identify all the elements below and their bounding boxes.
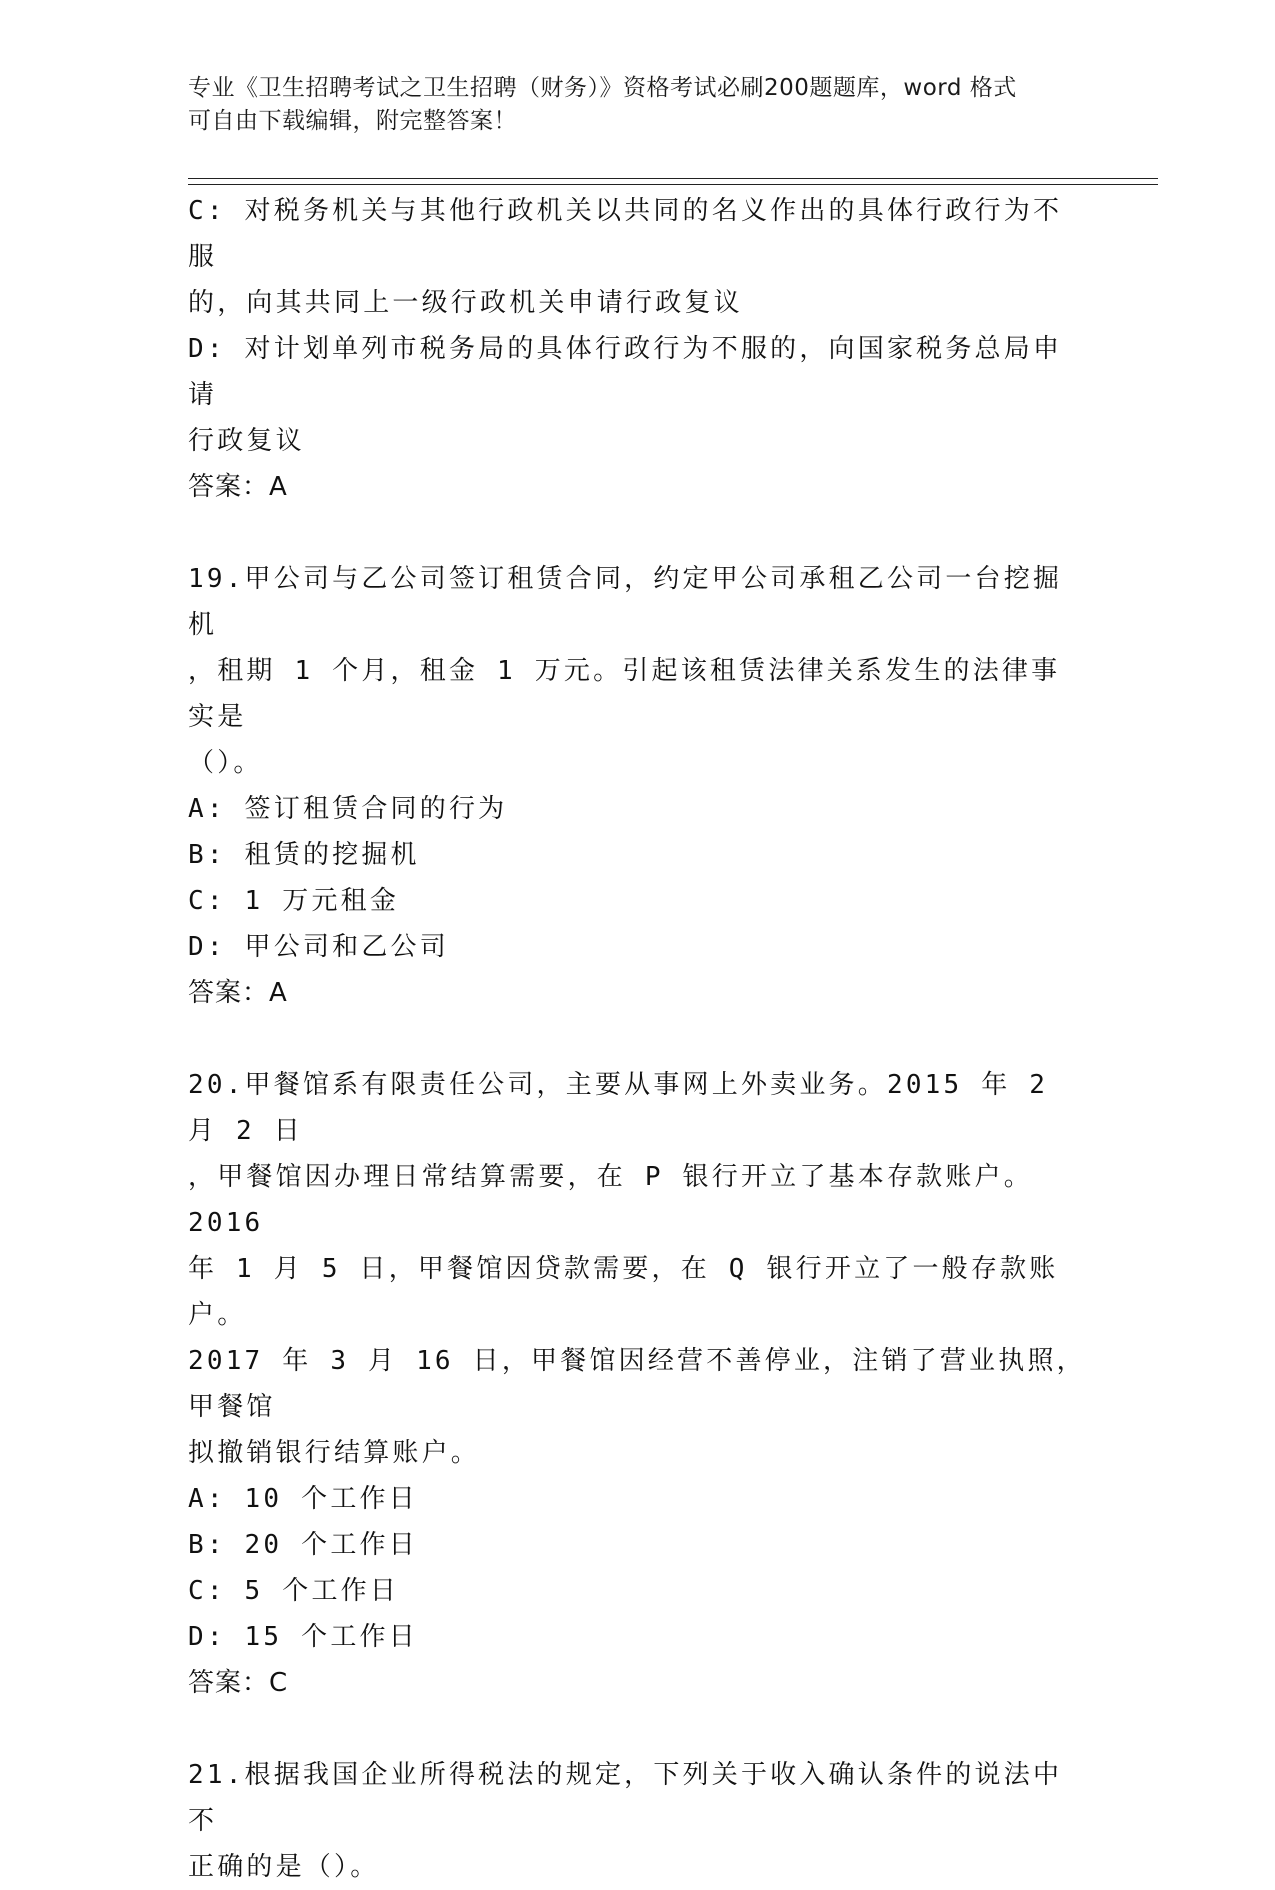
header-line-2: 可自由下载编辑，附完整答案！ [188,108,517,134]
question-18-tail [188,188,1088,510]
question-content [188,188,1088,1890]
option-d-continued: 行政复议 [188,426,305,456]
answer: 答案：A [188,978,288,1008]
answer: 答案：C [188,1668,289,1698]
option-b: B: 20 个工作日 [188,1530,418,1560]
option-d: D: 甲公司和乙公司 [188,932,449,962]
option-a: A: 签订租赁合同的行为 [188,794,508,824]
question-21 [188,1752,1088,1890]
question-20 [188,1062,1088,1706]
question-stem-continued: （）。 [188,748,263,778]
option-c: C: 对税务机关与其他行政机关以共同的名义作出的具体行政行为不服 [188,196,1063,272]
question-stem: 20.甲餐馆系有限责任公司，主要从事网上外卖业务。2015 年 2 月 2 日 [188,1070,1049,1146]
question-stem-continued: 拟撤销银行结算账户。 [188,1438,481,1468]
option-b: B: 租赁的挖掘机 [188,840,420,870]
header-divider-top [188,178,1158,179]
question-stem-continued: ，租期 1 个月，租金 1 万元。引起该租赁法律关系发生的法律事实是 [188,656,1061,732]
question-stem-continued: 正确的是（）。 [188,1852,380,1882]
header-line-1: 专业《卫生招聘考试之卫生招聘（财务）》资格考试必刷200题题库，word 格式 [188,75,1017,101]
spacer [188,1016,1088,1062]
spacer [188,1706,1088,1752]
option-a: A: 10 个工作日 [188,1484,418,1514]
question-stem-continued: 2017 年 3 月 16 日，甲餐馆因经营不善停业，注销了营业执照，甲餐馆 [188,1346,1086,1422]
header-divider-bottom [188,184,1158,185]
option-d: D: 15 个工作日 [188,1622,418,1652]
option-c-continued: 的，向其共同上一级行政机关申请行政复议 [188,288,743,318]
option-c: C: 5 个工作日 [188,1576,400,1606]
option-c: C: 1 万元租金 [188,886,400,916]
spacer [188,510,1088,556]
question-stem-continued: 年 1 月 5 日，甲餐馆因贷款需要，在 Q 银行开立了一般存款账户。 [188,1254,1059,1330]
document-header [188,72,1088,138]
answer: 答案：A [188,472,288,502]
option-d: D: 对计划单列市税务局的具体行政行为不服的，向国家税务总局申请 [188,334,1063,410]
question-stem: 19.甲公司与乙公司签订租赁合同，约定甲公司承租乙公司一台挖掘机 [188,564,1063,640]
question-stem: 21.根据我国企业所得税法的规定，下列关于收入确认条件的说法中不 [188,1760,1063,1836]
question-19 [188,556,1088,1016]
question-stem-continued: ，甲餐馆因办理日常结算需要，在 P 银行开立了基本存款账户。2016 [188,1162,1033,1238]
